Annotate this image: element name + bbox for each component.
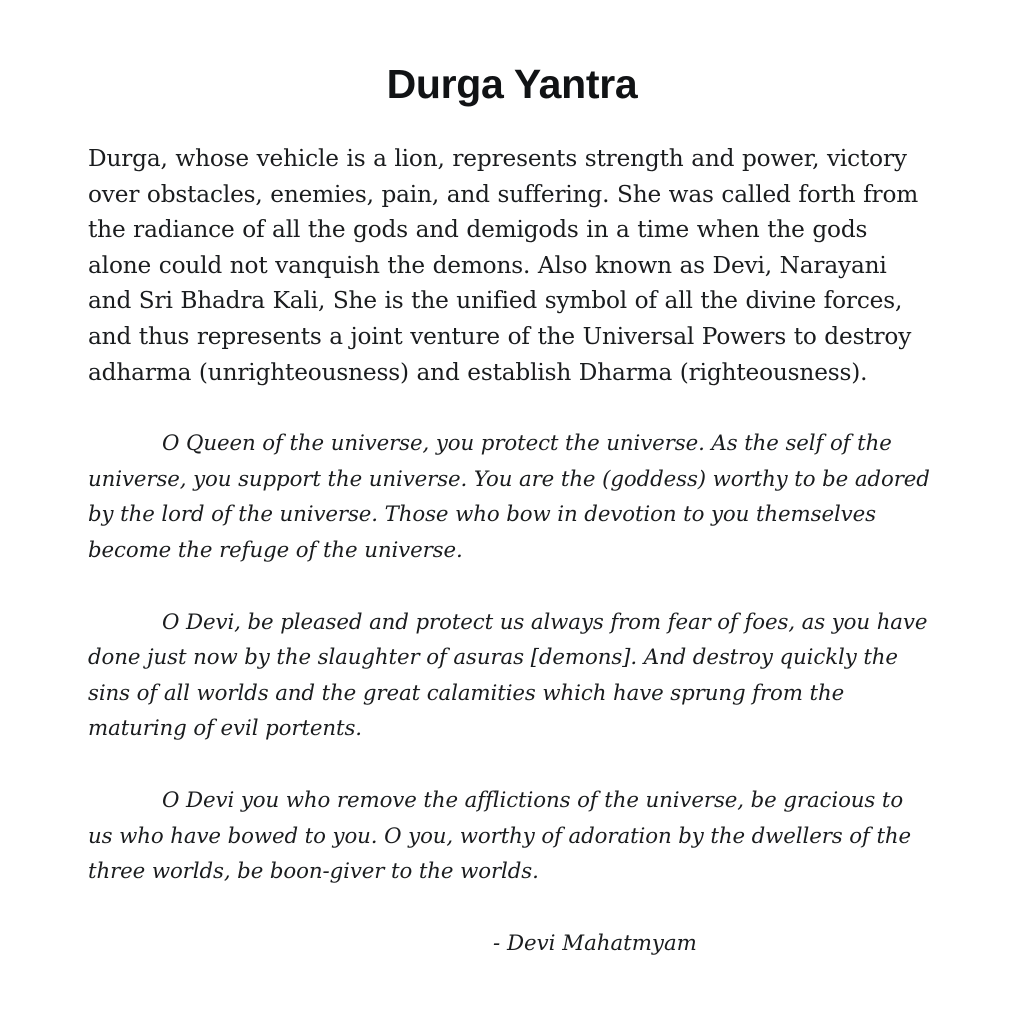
page-title: Durga Yantra [386, 61, 638, 107]
intro-paragraph: Durga, whose vehicle is a lion, represents strength and power, victory over obstacles, enemies, pain, and suffering. She was called forth from the radiance of all the gods and demigods in a time when the gods alone could not vanquish the demons. Also known as Devi, Narayani and Sri Bhadra Kali, She is the unified symbol of all the divine forces, and thus represents a joint venture of the Universal Powers to destroy adharma (unrighteousness) and establish Dharma (righteousness). [88, 145, 919, 386]
quote-attribution: - Devi Mahatmyam [493, 930, 697, 956]
quote-paragraph: O Devi you who remove the afflictions of the universe, be gracious to us who have bowed to you. O you, worthy of adoration by the dwellers of the three worlds, be boon-giver to the worlds. [88, 788, 912, 885]
quote-block [88, 426, 936, 961]
quote-paragraph: O Queen of the universe, you protect the universe. As the self of the universe, you support the universe. You are the (goddess) worthy to be adored by the lord of the universe. Those who bow in devotion to you themselves become the refuge of the universe. [88, 431, 930, 564]
quote-paragraph: O Devi, be pleased and protect us always from fear of foes, as you have done just now by the slaughter of asuras [demons]. And destroy quickly the sins of all worlds and the great calamities which have sprung from the maturing of evil portents. [88, 609, 928, 742]
